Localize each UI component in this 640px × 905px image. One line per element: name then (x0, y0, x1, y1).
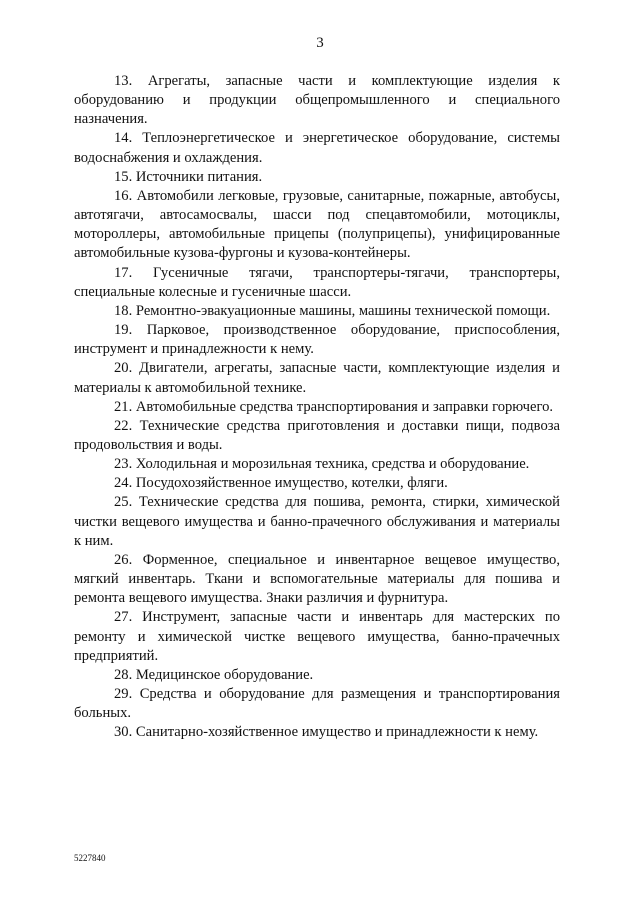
list-item-26: 26. Форменное, специальное и инвентарное вещевое имущество, мягкий инвентарь. Ткани и вспомогательные материалы для пошива и ремонта вещевого имущества. Знаки различия и фурнитура. (74, 551, 560, 607)
list-item-29: 29. Средства и оборудование для размещения и транспортирования больных. (74, 686, 560, 722)
list-item-13: 13. Агрегаты, запасные части и комплектующие изделия к оборудованию и продукции общепромышленного и специального назначения. (74, 73, 560, 128)
list-item-15: 15. Источники питания. (114, 168, 263, 185)
list-item-23: 23. Холодильная и морозильная техника, средства и оборудование. (114, 456, 530, 473)
list-item-21: 21. Автомобильные средства транспортирования и заправки горючего. (114, 398, 554, 415)
document-code: 5227840 (74, 853, 106, 863)
list-item-24: 24. Посудохозяйственное имущество, котелки, фляги. (114, 475, 448, 492)
list-item-22: 22. Технические средства приготовления и доставки пищи, подвоза продовольствия и воды. (74, 417, 560, 453)
list-item-25: 25. Технические средства для пошива, ремонта, стирки, химической чистки вещевого имущества и банно-прачечного обслуживания и материалы к ним. (74, 494, 560, 549)
list-item-18: 18. Ремонтно-эвакуационные машины, машины технической помощи. (114, 302, 551, 319)
page-number: 3 (316, 35, 324, 51)
list-item-14: 14. Теплоэнергетическое и энергетическое оборудование, системы водоснабжения и охлаждения. (74, 130, 560, 166)
list-item-16: 16. Автомобили легковые, грузовые, санитарные, пожарные, автобусы, автотягачи, автосамосвалы, шасси под спецавтомобили, мотоциклы, мотороллеры, автомобильные прицепы (полуприцепы), унифицированные автомобильные кузова-фургоны и кузова-контейнеры. (74, 187, 560, 262)
list-item-19: 19. Парковое, производственное оборудование, приспособления, инструмент и принадлежности к нему. (74, 322, 560, 358)
list-item-30: 30. Санитарно-хозяйственное имущество и принадлежности к нему. (114, 724, 539, 741)
document-body (74, 72, 560, 742)
list-item-20: 20. Двигатели, агрегаты, запасные части, комплектующие изделия и материалы к автомобильной технике. (74, 360, 560, 396)
list-item-27: 27. Инструмент, запасные части и инвентарь для мастерских по ремонту и химической чистке вещевого имущества, банно-прачечных предприятий. (74, 609, 560, 664)
list-item-17: 17. Гусеничные тягачи, транспортеры-тягачи, транспортеры, специальные колесные и гусеничные шасси. (74, 264, 560, 300)
list-item-28: 28. Медицинское оборудование. (114, 666, 314, 683)
